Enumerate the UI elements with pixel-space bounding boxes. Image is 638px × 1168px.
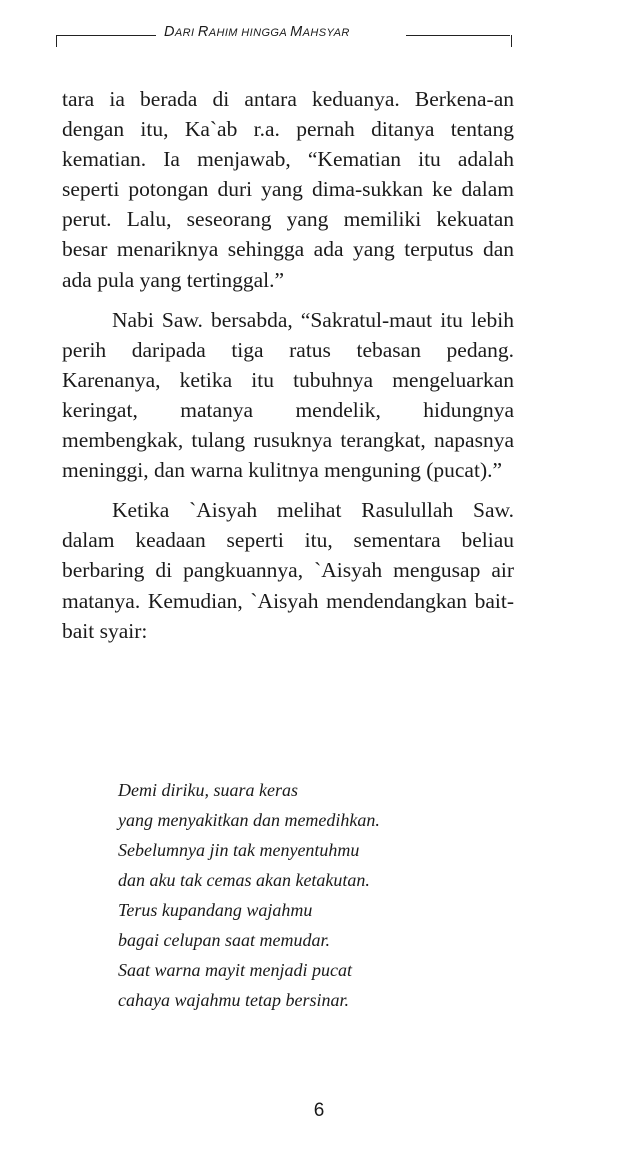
- poem-line: yang menyakitkan dan memedihkan.: [118, 810, 380, 830]
- running-header-title: [164, 24, 464, 40]
- header-rule-left-tick: [56, 35, 57, 47]
- header-title-part: D: [164, 24, 175, 40]
- poem-line: Saat warna mayit menjadi pucat: [118, 960, 352, 980]
- header-title-part: R: [197, 24, 209, 40]
- header-rule-right-tick: [511, 35, 512, 47]
- header-title-part: AHIM HINGGA: [208, 27, 291, 39]
- poem-line: Terus kupandang wajahmu: [118, 900, 313, 920]
- poem-line: Sebelumnya jin tak menyentuhmu: [118, 840, 360, 860]
- header-title-part: M: [290, 24, 303, 40]
- paragraph: Ketika `Aisyah melihat Rasulullah Saw. dalam keadaan seperti itu, sementara beliau berbaring di pangkuannya, `Aisyah mengusap air matanya. Kemudian, `Aisyah mendendangkan bait-bait syair:: [62, 498, 514, 643]
- paragraph: tara ia berada di antara keduanya. Berkena-an dengan itu, Ka`ab r.a. pernah ditanya tentang kematian. Ia menjawab, “Kematian itu adalah seperti potongan duri yang dima-sukkan ke dalam perut. Lalu, seseorang yang memiliki kekuatan besar menariknya sehingga ada yang terputus dan ada pula yang tertinggal.”: [62, 87, 514, 292]
- poem-line: dan aku tak cemas akan ketakutan.: [118, 870, 370, 890]
- header-title-part: AHSYAR: [302, 27, 350, 39]
- poem-line: Demi diriku, suara keras: [118, 780, 298, 800]
- header-rule-right: [406, 35, 510, 36]
- running-header: [56, 24, 512, 52]
- body-text: [62, 84, 514, 646]
- poem: [118, 775, 498, 1015]
- header-title-part: ARI: [174, 27, 198, 39]
- page-number: 6: [313, 1100, 325, 1121]
- poem-line: bagai celupan saat memudar.: [118, 930, 330, 950]
- header-rule-left: [56, 35, 156, 36]
- poem-line: cahaya wajahmu tetap bersinar.: [118, 990, 349, 1010]
- paragraph: Nabi Saw. bersabda, “Sakratul-maut itu lebih perih daripada tiga ratus tebasan pedang. Karenanya, ketika itu tubuhnya mengeluarkan keringat, matanya mendelik, hidungnya membengkak, tulang rusuknya terangkat, napasnya meninggi, dan warna kulitnya menguning (pucat).”: [62, 307, 514, 483]
